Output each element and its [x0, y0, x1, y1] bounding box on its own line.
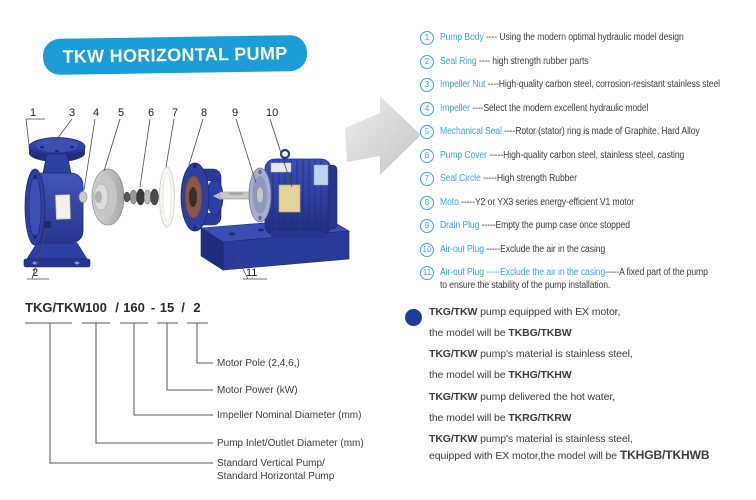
note-group	[429, 433, 754, 463]
list-item	[420, 243, 754, 257]
part-name: Seal Circle	[440, 173, 481, 184]
part-name: Pump Cover	[440, 149, 487, 161]
model-code-lines	[25, 323, 213, 463]
model-token-series: TKG/TKW	[25, 300, 86, 315]
note-text: pump delivered the hot water,	[477, 390, 615, 403]
circled-number: 7	[420, 172, 434, 186]
note-text: pump's material is stainless steel,	[477, 348, 633, 361]
note-model: TKRG/TKRW	[508, 411, 572, 424]
circled-number: 9	[420, 219, 434, 233]
note-text: pump equipped with EX motor,	[477, 306, 621, 318]
label-motor-power: Motor Power (kW)	[217, 385, 298, 396]
callout-9: 9	[232, 107, 239, 119]
part-name: Seal Ring	[440, 55, 477, 67]
list-item	[420, 266, 754, 292]
note-lead: TKG/TKW	[429, 390, 478, 403]
circled-number: 8	[420, 196, 434, 210]
note-model: TKHGB/TKHWB	[619, 447, 710, 462]
callout-2: 2	[32, 267, 39, 279]
callout-6: 6	[148, 107, 155, 119]
note-text: pump's material is stainless steel,	[477, 432, 633, 445]
list-item	[420, 78, 754, 92]
circled-number: 2	[420, 55, 434, 69]
list-item	[420, 55, 754, 69]
page-title: TKW HORIZONTAL PUMP	[62, 42, 288, 67]
model-token-slash: /	[115, 300, 119, 315]
note-bullet-icon	[405, 309, 422, 326]
part-name: Mechanical Seal	[440, 126, 502, 137]
circled-number: 6	[420, 149, 434, 163]
part-desc: ----High-quality carbon steel, corrosion-resistant stainless steel	[485, 79, 720, 90]
seal-circle	[160, 167, 175, 227]
callout-8: 8	[201, 107, 208, 119]
note-model: TKBG/TKBW	[508, 327, 572, 340]
part-desc: ----Select the modern excellent hydraulic model	[469, 102, 649, 114]
callout-3: 3	[69, 107, 76, 119]
callout-4: 4	[93, 107, 100, 119]
callout-5: 5	[118, 107, 125, 119]
list-item	[420, 149, 754, 163]
circled-number: 4	[420, 102, 434, 116]
part-desc: -----Exclude the air in the casing	[483, 243, 606, 255]
model-notes	[402, 306, 754, 471]
title-banner	[43, 35, 308, 75]
note-text: the model will be	[429, 411, 509, 424]
model-token-power: 15	[159, 300, 175, 315]
list-item	[420, 31, 754, 45]
part-name: Air-out Plug -----Exclude the air in the casing	[440, 267, 606, 278]
drain-plug	[44, 221, 51, 228]
callout-7: 7	[172, 107, 179, 119]
part-desc: ---- Using the modern optimal hydraulic model design	[483, 32, 684, 43]
label-impeller-diameter: Impeller Nominal Diameter (mm)	[217, 410, 362, 421]
note-lead: TKG/TKW	[429, 306, 478, 318]
part-desc: -----A fixed part of the pump to ensure the stability of the pump installation.	[440, 267, 708, 291]
part-desc: -----Empty the pump case once stopped	[479, 220, 630, 231]
note-model: TKHG/TKHW	[508, 369, 572, 382]
parts-list	[420, 31, 754, 302]
list-item	[420, 102, 754, 116]
callout-10: 10	[266, 107, 279, 119]
circled-number: 5	[420, 125, 434, 139]
impeller-nut	[79, 192, 87, 203]
motor-nameplate	[279, 185, 300, 212]
part-name: Impeller	[440, 102, 470, 114]
pump-body	[24, 138, 90, 268]
part-desc: -----Y2 or YX3 series energy-efficient V1 motor	[458, 196, 635, 208]
part-name: Pump Body	[440, 32, 484, 43]
model-token-slash2: /	[181, 300, 185, 315]
model-token-inlet: 100	[85, 300, 107, 315]
part-desc: -----High strength Rubber	[480, 173, 577, 184]
note-lead: TKG/TKW	[429, 432, 478, 445]
model-token-impeller: 160	[123, 300, 145, 315]
model-token-dash: -	[150, 300, 156, 315]
circled-number: 3	[420, 78, 434, 92]
note-lead: TKG/TKW	[429, 348, 478, 361]
model-code-labels	[217, 358, 364, 482]
part-name: Air-out Plug	[440, 243, 484, 255]
note-text: the model will be	[429, 369, 509, 382]
part-desc: ----Rotor (stator) ring is made of Graphite, Hard Alloy	[501, 126, 700, 137]
part-desc: ---- high strength rubber parts	[476, 55, 589, 67]
part-name: Moto	[440, 196, 459, 208]
motor-side-label	[314, 165, 328, 185]
circled-number: 1	[420, 31, 434, 45]
list-item	[420, 172, 754, 186]
exploded-pump-diagram	[15, 95, 355, 290]
note-text: the model will be	[429, 327, 509, 340]
impeller	[92, 169, 124, 225]
callout-11: 11	[246, 267, 258, 279]
model-token-pole: 2	[193, 300, 201, 315]
pump-body-label	[56, 195, 71, 219]
model-code-diagram	[20, 295, 400, 490]
note-group	[429, 391, 754, 425]
callout-1: 1	[30, 107, 37, 119]
label-standard-horizontal: Standard Horizontal Pump	[217, 471, 335, 482]
label-standard-vertical: Standard Vertical Pump/	[217, 458, 325, 469]
note-group	[429, 306, 754, 340]
note-text: equipped with EX motor,the model will be	[429, 449, 620, 462]
list-item	[420, 219, 754, 233]
arrow-right-icon	[340, 90, 425, 182]
part-name: Impeller Nut	[440, 79, 486, 90]
mechanical-seal	[124, 189, 159, 205]
model-code-tokens	[25, 300, 201, 315]
list-item	[420, 125, 754, 139]
part-desc: -----High-quality carbon steel, stainless steel, casting	[486, 149, 685, 161]
motor-top-label	[271, 163, 291, 172]
part-name: Drain Plug	[440, 220, 480, 231]
circled-number: 10	[420, 243, 434, 257]
note-group	[429, 348, 754, 382]
label-motor-pole: Motor Pole (2,4,6,)	[217, 358, 300, 369]
list-item	[420, 196, 754, 210]
label-inlet-outlet: Pump Inlet/Outlet Diameter (mm)	[217, 438, 364, 449]
circled-number: 11	[420, 266, 434, 280]
